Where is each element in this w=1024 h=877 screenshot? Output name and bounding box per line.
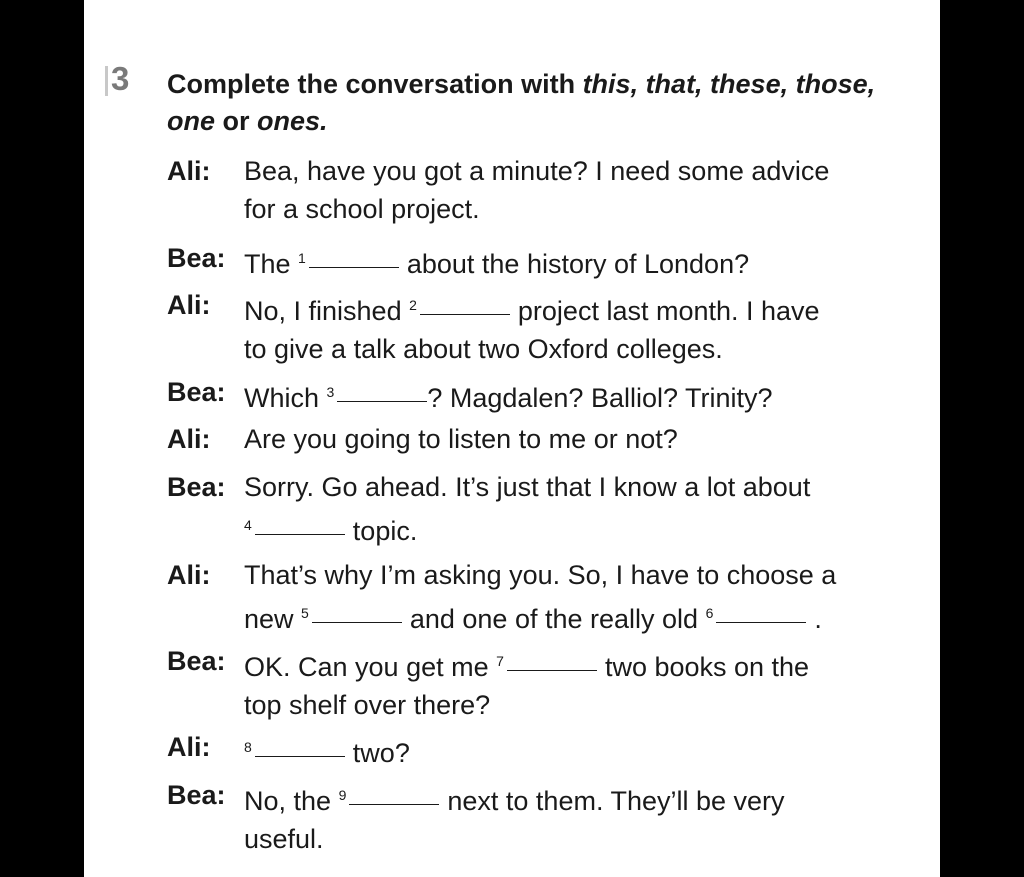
- gap-number: 2: [409, 297, 417, 313]
- speaker-label: Bea:: [167, 243, 226, 273]
- dialogue-text: [244, 373, 904, 417]
- instruction-options: this, that, these, those, one: [167, 69, 876, 136]
- answer-blank[interactable]: [507, 669, 597, 671]
- gap-number: 6: [705, 605, 714, 621]
- instruction-lead: Complete the conversation with: [167, 69, 583, 99]
- answer-blank[interactable]: [716, 621, 806, 623]
- exercise-number: 3: [111, 60, 130, 97]
- instruction-or: or: [215, 106, 258, 136]
- dialogue-text: [244, 728, 904, 772]
- gap-number: 1: [298, 250, 306, 266]
- line-text: That’s why I’m asking you. So, I have to choose a: [244, 560, 837, 590]
- answer-blank[interactable]: [255, 755, 345, 757]
- speaker-label: Ali:: [167, 732, 211, 762]
- gap-number: 3: [326, 384, 335, 400]
- line-text-cont: to give a talk about two Oxford colleges.: [244, 334, 723, 364]
- answer-blank[interactable]: [255, 533, 345, 535]
- text-after-gap: ? Magdalen? Balliol? Trinity?: [427, 383, 773, 413]
- speaker-label: Ali:: [167, 424, 211, 454]
- dialogue-text: [244, 420, 904, 458]
- gap-number: 7: [496, 653, 504, 669]
- text-before-gap: The: [244, 249, 291, 279]
- gap-number: 8: [244, 739, 252, 755]
- speaker-label: Bea:: [167, 377, 226, 407]
- instruction-last: ones.: [257, 106, 328, 136]
- dialogue-text: [244, 468, 904, 550]
- text-after-gap: about the history of London?: [406, 249, 750, 279]
- speaker-label: Ali:: [167, 156, 211, 186]
- text-after-gap: two?: [352, 738, 410, 768]
- speaker-label: Ali:: [167, 290, 211, 320]
- text-before-gap: Which: [244, 383, 320, 413]
- speaker-label: Bea:: [167, 780, 226, 810]
- gap-number: 5: [301, 605, 309, 621]
- answer-blank[interactable]: [309, 266, 399, 268]
- line-text-cont: for a school project.: [244, 194, 480, 224]
- line-text: Sorry. Go ahead. It’s just that I know a lot about: [244, 472, 811, 502]
- text-after-gap: .: [814, 604, 822, 634]
- exercise-instruction: [167, 66, 907, 140]
- text-before-gap: OK. Can you get me: [244, 652, 489, 682]
- dialogue-text: [244, 776, 904, 858]
- dialogue-text: [244, 239, 904, 283]
- answer-blank[interactable]: [312, 621, 402, 623]
- speaker-label: Ali:: [167, 560, 211, 590]
- text-before-gap: No, the: [244, 786, 332, 816]
- text-between-gaps: and one of the really old: [409, 604, 699, 634]
- line-text-cont: useful.: [244, 824, 324, 854]
- line-text-cont: top shelf over there?: [244, 690, 491, 720]
- dialogue-text: [244, 286, 904, 368]
- text-before-gap: new: [244, 604, 294, 634]
- text-after-gap: two books on the: [604, 652, 810, 682]
- line-text: Are you going to listen to me or not?: [244, 424, 678, 454]
- dialogue-text: [244, 642, 904, 724]
- dialogue-text: [244, 152, 904, 228]
- text-after-gap: next to them. They’ll be very: [447, 786, 785, 816]
- exercise-marker: [105, 66, 108, 96]
- answer-blank[interactable]: [420, 313, 510, 315]
- text-after-gap: topic.: [352, 516, 418, 546]
- speaker-label: Bea:: [167, 472, 226, 502]
- gap-number: 9: [338, 787, 347, 803]
- speaker-label: Bea:: [167, 646, 226, 676]
- text-before-gap: No, I finished: [244, 296, 402, 326]
- text-after-gap: project last month. I have: [517, 296, 820, 326]
- dialogue-text: [244, 556, 904, 638]
- line-text: Bea, have you got a minute? I need some advice: [244, 156, 830, 186]
- answer-blank[interactable]: [349, 803, 439, 805]
- gap-number: 4: [244, 517, 252, 533]
- answer-blank[interactable]: [337, 400, 427, 402]
